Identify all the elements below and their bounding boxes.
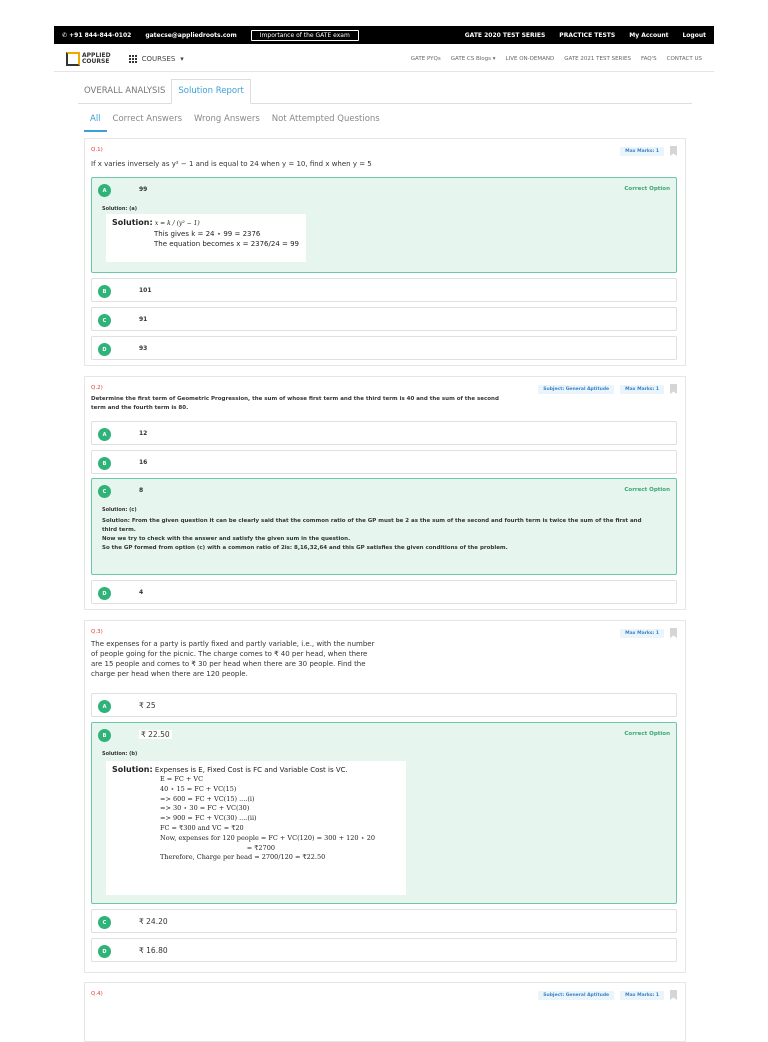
top-bar (54, 26, 714, 44)
option-value: 99 (139, 186, 148, 193)
filter-wrong-answers[interactable]: Wrong Answers (194, 114, 260, 124)
filter-all[interactable]: All (84, 114, 107, 132)
solution-label: Solution: (a) (102, 206, 138, 212)
option-d[interactable]: D 4 (91, 580, 677, 604)
filter-not-attempted[interactable]: Not Attempted Questions (271, 114, 380, 124)
question-card-3 (84, 620, 686, 973)
practice-tests-link[interactable]: PRACTICE TESTS (559, 31, 616, 39)
question-number: Q.1) (91, 147, 103, 153)
nav-gate-pyqs[interactable]: GATE PYQs (410, 55, 441, 62)
subject-badge: Subject: General Aptitude (538, 991, 614, 1000)
option-d[interactable]: D 93 (91, 336, 677, 360)
correct-option-label: Correct Option (624, 186, 670, 192)
solution-label: Solution: (c) (102, 507, 137, 513)
courses-menu[interactable]: COURSES ▾ (129, 55, 184, 63)
main-nav (54, 46, 714, 72)
question-card-1 (84, 138, 686, 366)
importance-button[interactable]: Importance of the GATE exam (251, 30, 359, 41)
question-number: Q.3) (91, 629, 103, 635)
my-account-link[interactable]: My Account (629, 31, 669, 39)
filter-tabs (84, 114, 386, 132)
nav-gate-2021-test-series[interactable]: GATE 2021 TEST SERIES (564, 55, 631, 62)
caret-down-icon: ▾ (180, 54, 184, 63)
nav-contact-us[interactable]: CONTACT US (666, 55, 702, 62)
bookmark-icon[interactable] (670, 628, 677, 638)
option-d[interactable]: D ₹ 16.80 (91, 938, 677, 962)
option-b[interactable]: B 16 (91, 450, 677, 474)
tab-solution-report[interactable]: Solution Report (171, 79, 251, 104)
bookmark-icon[interactable] (670, 146, 677, 156)
correct-option-label: Correct Option (624, 731, 670, 737)
question-card-2 (84, 376, 686, 610)
solution-box: Solution: x = k / (y² − 1) This gives k = 24 ⋆ 99 = 2376 The equation becomes x = 2376/24 = 99 (106, 214, 306, 262)
logout-link[interactable]: Logout (682, 31, 706, 39)
subject-badge: Subject: General Aptitude (538, 385, 614, 394)
option-b[interactable]: B ₹ 22.50 Correct Option Solution: (b) Solution: Expenses is E, Fixed Cost is FC and Variable Cost is VC. E = FC + VC 40 ⋆ 15 = FC + VC(15) => 600 = FC + VC(15) ....(i) => 30 ⋆ 30 = FC + VC(30) => 900 = FC + VC(30) ....(ii) FC = ₹300 and VC = ₹20 Now, expenses for 120 people = FC + VC(120) = 300 + 120 ⋆ 20 = ₹2700 Therefore, Charge per head = 2700/120 = ₹22.50 (91, 722, 677, 904)
max-marks-badge: Max Marks: 1 (620, 629, 664, 638)
grid-icon (129, 55, 137, 63)
question-number: Q.2) (91, 385, 103, 391)
option-a[interactable]: A ₹ 25 (91, 693, 677, 717)
email-link[interactable]: gatecse@appliedroots.com (145, 31, 237, 39)
question-number: Q.4) (91, 991, 103, 997)
nav-live-on-demand[interactable]: LIVE ON-DEMAND (505, 55, 555, 62)
question-text: Determine the first term of Geometric Progression, the sum of whose first term and the third term is 40 and the sum of the second term and the fourth term is 80. (91, 396, 499, 411)
filter-correct-answers[interactable]: Correct Answers (112, 114, 183, 124)
max-marks-badge: Max Marks: 1 (620, 385, 664, 394)
question-text: The expenses for a party is partly fixed and partly variable, i.e., with the number of people going for the picnic. The charge comes to ₹ 40 per head, when there are 15 people and comes to ₹ 30 per head when there are 30 people. Find the charge per head when there are 120 people. (91, 640, 375, 678)
question-card-4 (84, 982, 686, 1042)
solution-box: Solution: Expenses is E, Fixed Cost is FC and Variable Cost is VC. E = FC + VC 40 ⋆ 15 = FC + VC(15) => 600 = FC + VC(15) ....(i) => 30 ⋆ 30 = FC + VC(30) => 900 = FC + VC(30) ....(ii) FC = ₹300 and VC = ₹20 Now, expenses for 120 people = FC + VC(120) = 300 + 120 ⋆ 20 = ₹2700 Therefore, Charge per head = 2700/120 = ₹22.50 (106, 761, 406, 895)
nav-gate-cs-blogs[interactable]: GATE CS Blogs ▾ (450, 55, 496, 62)
option-a[interactable] (91, 177, 677, 273)
option-c[interactable]: C 8 Correct Option Solution: (c) Solution: From the given question it can be clearly said that the common ratio of the GP must be 2 as the sum of the second and fourth term is twice the sum of the first and third term. Now we try to check with the answer and satisfy the given sum in the question. So the GP formed from option (c) with a common ratio of 2is: 8,16,32,64 and this GP satisfies the given conditions of the problem. (91, 478, 677, 575)
solution-label: Solution: (b) (102, 751, 138, 757)
applied-course-logo[interactable]: APPLIED COURSE (66, 52, 111, 66)
solution-text: Solution: From the given question it can be clearly said that the common ratio of the GP must be 2 as the sum of the second and fourth term is twice the sum of the first and third term. Now we try to check with the answer and satisfy the given sum in the question. So the GP formed from option (c) with a common ratio of 2is: 8,16,32,64 and this GP satisfies the given conditions of the problem. (102, 518, 642, 551)
bookmark-icon[interactable] (670, 384, 677, 394)
question-text: If x varies inversely as y² − 1 and is equal to 24 when y = 10, find x when y = 5 (91, 160, 372, 168)
phone-number[interactable]: ✆ +91 844-844-0102 (62, 31, 132, 39)
gate-2020-test-series-link[interactable]: GATE 2020 TEST SERIES (464, 31, 546, 39)
option-b[interactable]: B 101 (91, 278, 677, 302)
tab-overall-analysis[interactable]: OVERALL ANALYSIS (84, 86, 166, 96)
option-letter: A (98, 184, 111, 197)
option-c[interactable]: C 91 (91, 307, 677, 331)
logo-mark-icon (66, 52, 80, 66)
max-marks-badge: Max Marks: 1 (620, 991, 664, 1000)
option-a[interactable]: A 12 (91, 421, 677, 445)
report-tabs (78, 80, 692, 104)
max-marks-badge: Max Marks: 1 (620, 147, 664, 156)
option-c[interactable]: C ₹ 24.20 (91, 909, 677, 933)
nav-faqs[interactable]: FAQ'S (640, 55, 657, 62)
correct-option-label: Correct Option (624, 487, 670, 493)
bookmark-icon[interactable] (670, 990, 677, 1000)
